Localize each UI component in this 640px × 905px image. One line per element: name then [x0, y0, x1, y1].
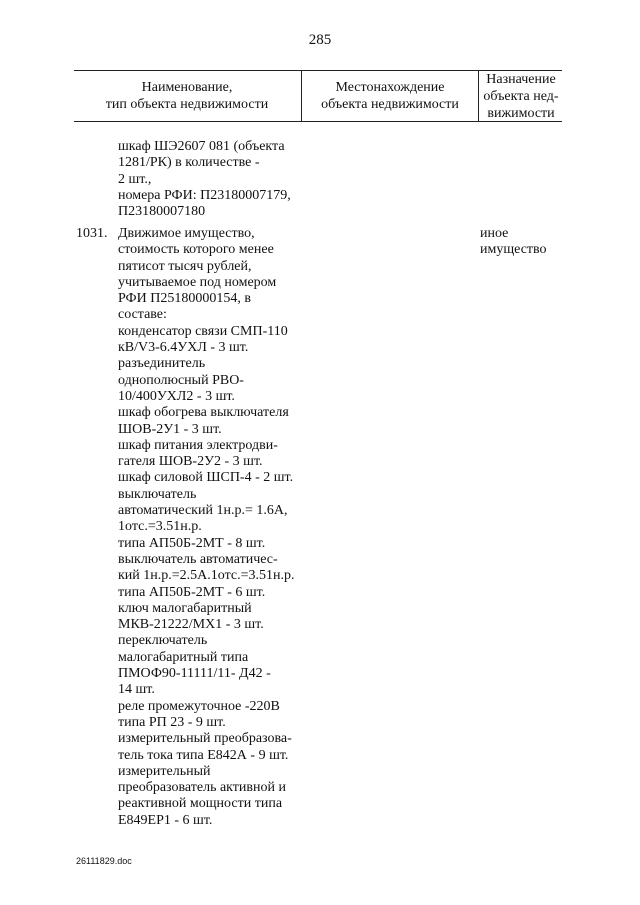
previous-entry-continuation: шкаф ШЭ2607 081 (объекта 1281/РК) в количестве - 2 шт., номера РФИ: П23180007179, П23180007180: [118, 139, 291, 220]
table-header: [74, 70, 562, 122]
header-name-column: [74, 71, 300, 121]
header-location-column: [301, 71, 478, 121]
entry-number: 1031.: [76, 226, 108, 241]
page-number: 285: [308, 32, 332, 48]
header-purpose-label: Назначение объекта нед- вижимости: [483, 71, 559, 121]
entry-purpose: иное имущество: [480, 226, 547, 258]
footer-filename: 26111829.doc: [76, 856, 132, 866]
header-location-label: Местонахождение объекта недвижимости: [321, 80, 459, 112]
header-purpose-column: [478, 71, 563, 121]
entry-description: Движимое имущество, стоимость которого менее пятисот тысяч рублей, учитываемое под номером РФИ П25180000154, в составе: конденсатор связи СМП-110 кВ/V3-6.4УХЛ - 3 шт. разъединитель однополюсный РВО- 10/400УХЛ2 - 3 шт. шкаф обогрева выключателя ШОВ-2У1 - 3 шт. шкаф питания электродви- гателя ШОВ-2У2 - 3 шт. шкаф силовой ШСП-4 - 2 шт. выключатель автоматический 1н.р.= 1.6А, 1отс.=3.51н.р. типа АП50Б-2МТ - 8 шт. выключатель автоматичес- кий 1н.р.=2.5А.1отс.=3.51н.р. типа АП50Б-2МТ - 6 шт. ключ малогабаритный МКВ-21222/МХ1 - 3 шт. переключатель малогабаритный типа ПМОФ90-11111/11- Д42 - 14 шт. реле промежуточное -220В типа РП 23 - 9 шт. измерительный преобразова- тель тока типа Е842А - 9 шт. измерительный преобразователь активной и реактивной мощности типа Е849ЕР1 - 6 шт.: [118, 226, 295, 828]
header-name-label: Наименование, тип объекта недвижимости: [105, 80, 269, 112]
